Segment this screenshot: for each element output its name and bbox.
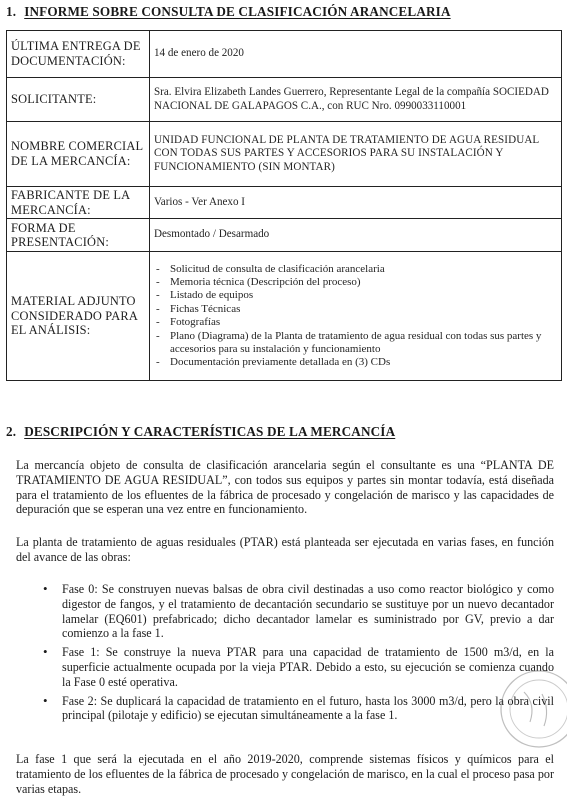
table-row [7, 252, 562, 381]
row-label: NOMBRE COMERCIAL DE LA MERCANCÍA: [7, 122, 150, 187]
paragraph-description: La mercancía objeto de consulta de clasificación arancelaria según el consultante es una “PLANTA DE TRATAMIENTO DE AGUA RESIDUAL”, con todos sus equipos y partes sin montar todavía, está diseñada para el tratamiento de los efluentes de la fábrica de procesado y congelación de marisco y las capacidades de depuración que se esperan una vez entre en funcionamiento. [16, 458, 554, 517]
list-item [16, 694, 554, 724]
list-item: - Documentación previamente detallada en (3) CDs [154, 356, 557, 369]
row-label: FABRICANTE DE LA MERCANCÍA: [7, 187, 150, 219]
section-1-title: INFORME SOBRE CONSULTA DE CLASIFICACIÓN ARANCELARIA [24, 4, 451, 19]
phase-text: Fase 2: Se duplicará la capacidad de tratamiento en el futuro, hasta los 3000 m3/d, pero la obra civil principal (pilotaje y edificio) se ejecutan simultáneamente a la fase 1. [62, 693, 554, 723]
bullet-icon: • [43, 644, 48, 660]
table-row [7, 219, 562, 252]
paragraph-phase-1-scope: La fase 1 que será la ejecutada en el año 2019-2020, comprende sistemas físicos y químicos para el tratamiento de los efluentes de la fábrica de procesado y congelación de marisco, en la cual el proceso pasa por varias etapas. [16, 752, 554, 796]
bullet-icon: • [43, 581, 48, 596]
section-2-heading [6, 424, 395, 440]
list-item: - Solicitud de consulta de clasificación arancelaria [154, 263, 557, 276]
row-label: FORMA DE PRESENTACIÓN: [7, 219, 150, 252]
table-row [7, 31, 562, 78]
phase-text: Fase 0: Se construyen nuevas balsas de obra civil destinadas a uso como reactor biológico y como digestor de fangos, y el tratamiento de decantación secundario se sustituye por un nuevo decantador lamelar (EQ601) prefabricado; dicho decantador lamelar es suministrado por GV, previo a dar comienzo a la fase 1. [62, 582, 554, 641]
table-row [7, 78, 562, 122]
table-row [7, 122, 562, 187]
list-item: - Plano (Diagrama) de la Planta de tratamiento de agua residual con todas sus partes y accesorios para su instalación y funcionamiento [154, 330, 557, 357]
section-1-heading [6, 4, 451, 20]
list-item [16, 645, 554, 689]
list-item: - Listado de equipos [154, 289, 557, 302]
list-item: - Memoria técnica (Descripción del proceso) [154, 276, 557, 289]
row-value: UNIDAD FUNCIONAL DE PLANTA DE TRATAMIENTO DE AGUA RESIDUAL CON TODAS SUS PARTES Y ACCESORIOS PARA SU INSTALACIÓN Y FUNCIONAMIENTO (SIN MONTAR) [150, 122, 562, 187]
consultation-info-table [6, 30, 562, 381]
list-item: - Fotografías [154, 316, 557, 329]
row-label: SOLICITANTE: [7, 78, 150, 122]
row-value [150, 252, 562, 381]
section-2-title: DESCRIPCIÓN Y CARACTERÍSTICAS DE LA MERCANCÍA [24, 424, 396, 439]
table-row [7, 187, 562, 219]
section-1-number: 1. [6, 4, 17, 19]
list-item: - Fichas Técnicas [154, 303, 557, 316]
row-value: Varios - Ver Anexo I [150, 187, 562, 219]
bullet-icon: • [43, 692, 48, 708]
paragraph-phases-intro: La planta de tratamiento de aguas residuales (PTAR) está planteada ser ejecutada en varias fases, en función del avance de las obras: [16, 535, 554, 564]
row-value: 14 de enero de 2020 [150, 31, 562, 78]
section-2-number: 2. [6, 424, 17, 439]
phases-list [16, 582, 554, 727]
phase-text: Fase 1: Se construye la nueva PTAR para una capacidad de tratamiento de 1500 m3/d, en la superficie actualmente ocupada por la vieja PTAR. Debido a esto, su ejecución se comienza cuando la Fase 0 esté operativa. [62, 645, 554, 689]
row-value: Sra. Elvira Elizabeth Landes Guerrero, Representante Legal de la compañía SOCIEDAD NACIONAL DE GALAPAGOS C.A., con RUC Nro. 0990033110001 [150, 78, 562, 122]
row-label: MATERIAL ADJUNTO CONSIDERADO PARA EL ANÁLISIS: [7, 252, 150, 381]
row-label: ÚLTIMA ENTREGA DE DOCUMENTACIÓN: [7, 31, 150, 78]
attached-material-list [154, 263, 557, 370]
row-value: Desmontado / Desarmado [150, 219, 562, 252]
list-item [16, 582, 554, 641]
